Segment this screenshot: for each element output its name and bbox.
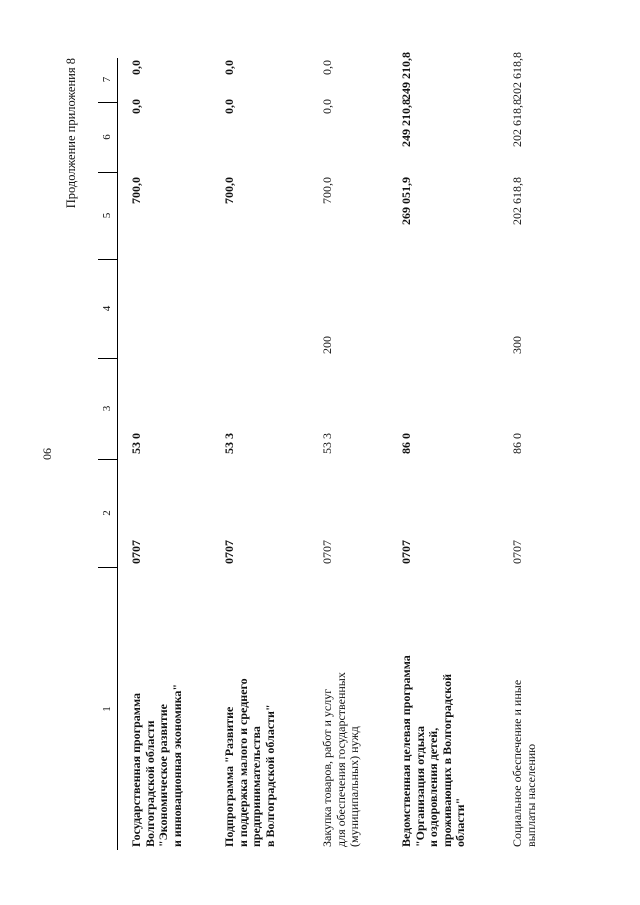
row-amount-1: 700,0 — [320, 177, 334, 204]
row-amount-2: 202 618,8 — [510, 99, 524, 147]
budget-table — [98, 52, 538, 850]
row-name-line: Закупка товаров, работ и услуг — [320, 688, 334, 847]
row-target-article: 86 0 — [399, 433, 413, 454]
row-section-code: 0707 — [320, 540, 334, 564]
row-amount-1: 700,0 — [129, 177, 143, 204]
row-target-article: 53 0 — [129, 433, 143, 454]
row-amount-2: 0,0 — [222, 99, 236, 114]
row-amount-1: 700,0 — [222, 177, 236, 204]
continuation-caption: Продолжение приложения 8 — [64, 58, 78, 209]
row-name-line: в Волгоградской области" — [262, 704, 277, 847]
header-col-6: 6 — [98, 102, 117, 173]
row-amount-3: 249 210,8 — [399, 52, 413, 100]
row-amount-3: 202 618,8 — [510, 52, 524, 100]
page-number: 90 — [40, 448, 55, 460]
row-amount-2: 0,0 — [320, 99, 334, 114]
row-target-article: 53 3 — [320, 433, 334, 454]
row-name-line: и оздоровления детей, — [426, 727, 440, 847]
row-name-line: и поддержка малого и среднего — [235, 678, 250, 847]
header-col-5: 5 — [98, 172, 117, 260]
header-col-4: 4 — [98, 259, 117, 359]
row-section-code: 0707 — [399, 540, 413, 564]
row-name — [223, 567, 277, 847]
row-amount-3: 0,0 — [222, 60, 236, 75]
row-name-line: Ведомственная целевая программа — [399, 655, 413, 847]
row-name-line: для обеспечения государственных — [333, 672, 348, 847]
header-col-3: 3 — [98, 358, 117, 460]
row-name-line: и инновационная экономика" — [169, 683, 184, 847]
row-name-line: области" — [453, 797, 467, 847]
row-name-line: предпринимательства — [249, 726, 263, 847]
row-amount-1: 269 051,9 — [399, 177, 413, 225]
row-name-line: "Организация отдыха — [412, 726, 427, 847]
row-name-line: Социальное обеспечение и иные — [510, 679, 524, 847]
row-amount-3: 0,0 — [129, 60, 143, 75]
row-amount-1: 202 618,8 — [510, 177, 524, 225]
header-col-1: 1 — [101, 706, 113, 712]
row-name — [400, 567, 468, 847]
row-target-article: 86 0 — [510, 433, 524, 454]
row-amount-2: 249 210,8 — [399, 99, 413, 147]
row-name-line: Государственная программа — [129, 692, 143, 847]
row-name-line: выплаты населению — [523, 743, 538, 847]
row-expense-type: 200 — [320, 336, 334, 354]
row-name — [321, 567, 362, 847]
row-section-code: 0707 — [222, 540, 236, 564]
row-name-line: Подпрограмма "Развитие — [222, 706, 236, 847]
table-header — [98, 58, 118, 850]
header-col-7: 7 — [98, 57, 117, 103]
row-expense-type: 300 — [510, 336, 524, 354]
row-amount-2: 0,0 — [129, 99, 143, 114]
row-name-line: (муниципальных) нужд — [347, 726, 361, 847]
row-section-code: 0707 — [510, 540, 524, 564]
row-name-line: "Экономическое развитие — [156, 703, 170, 847]
row-amount-3: 0,0 — [320, 60, 334, 75]
row-name — [130, 567, 184, 847]
row-target-article: 53 3 — [222, 433, 236, 454]
row-name-line: Волгоградской области — [142, 720, 157, 847]
row-section-code: 0707 — [129, 540, 143, 564]
row-name-line: проживающих в Волгоградской — [439, 674, 454, 847]
row-name — [511, 567, 538, 847]
header-col-2: 2 — [98, 459, 117, 568]
